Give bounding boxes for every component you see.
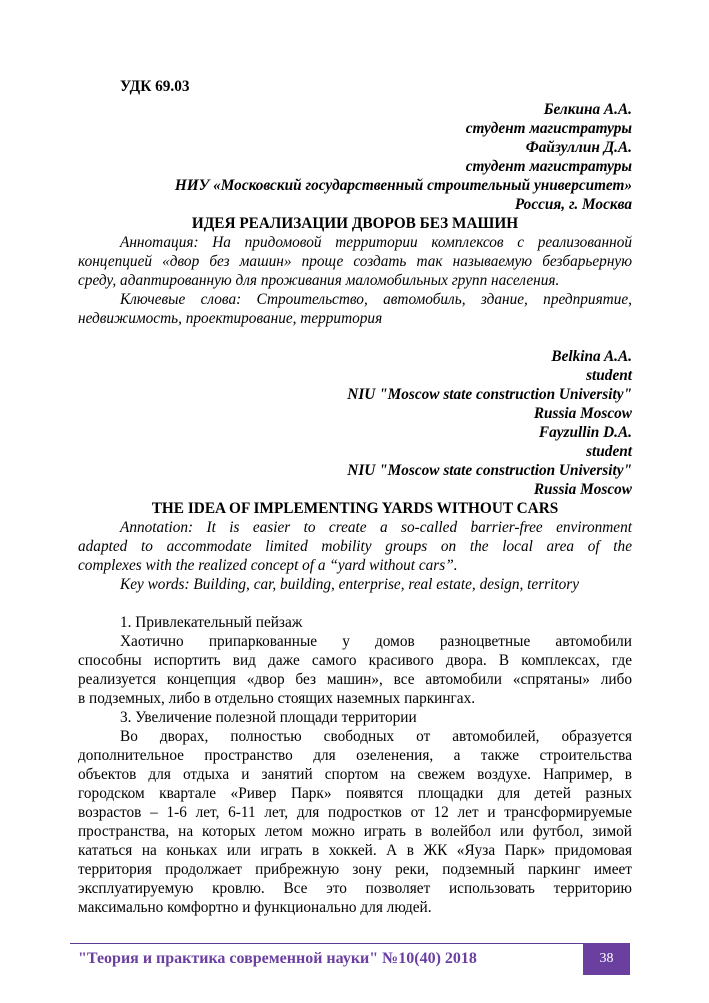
en-author-role: student bbox=[586, 443, 632, 460]
en-location: Russia Moscow bbox=[533, 481, 632, 498]
ru-title: ИДЕЯ РЕАЛИЗАЦИИ ДВОРОВ БЕЗ МАШИН bbox=[191, 215, 519, 232]
ru-keywords-line: Ключевые слова: Строительство, автомобиль, здание, предприятие, bbox=[120, 291, 632, 308]
page-number: 38 bbox=[599, 951, 614, 966]
en-location: Russia Moscow bbox=[533, 405, 632, 422]
body-line: Хаотично припаркованные у домов разноцветные автомобили bbox=[120, 633, 632, 650]
ru-keywords-line: недвижимость, проектирование, территория bbox=[78, 310, 383, 327]
en-affiliation: NIU "Moscow state construction University" bbox=[347, 386, 632, 403]
en-affiliation: NIU "Moscow state construction University" bbox=[347, 462, 632, 479]
body-line: Во дворах, полностью свободных от автомобилей, образуется bbox=[120, 728, 632, 745]
ru-author-name: Белкина А.А. bbox=[543, 101, 632, 118]
en-keywords: Key words: Building, car, building, enterprise, real estate, design, territory bbox=[120, 576, 580, 593]
body-line: городском квартале «Ривер Парк» появятся площадки для детей разных bbox=[78, 785, 632, 802]
en-author-role: student bbox=[586, 367, 632, 384]
body-line: максимально комфортно и функционально для людей. bbox=[78, 899, 432, 916]
footer-journal-title: "Теория и практика современной науки" №10(40) 2018 bbox=[78, 950, 477, 967]
ru-abstract-line: концепцией «двор без машин» проще создать так называемую безбарьерную bbox=[78, 253, 632, 270]
body-line: способны испортить вид даже самого красивого двора. В комплексах, где bbox=[78, 652, 632, 669]
body-line: объектов для отдыха и занятий спортом на свежем воздухе. Например, в bbox=[78, 766, 632, 783]
ru-affiliation: НИУ «Московский государственный строительный университет» bbox=[174, 177, 632, 194]
ru-abstract-line: Аннотация: На придомовой территории комплексов с реализованной bbox=[120, 234, 632, 251]
page-number-badge bbox=[583, 943, 630, 975]
body-line: пространства, на которых летом можно играть в волейбол или футбол, зимой bbox=[78, 823, 632, 840]
ru-author-role: студент магистратуры bbox=[465, 158, 632, 175]
en-abstract-line: Annotation: It is easier to create a so-called barrier-free environment bbox=[120, 519, 632, 536]
body-line: реализуется концепция «двор без машин», все автомобили «спрятаны» либо bbox=[78, 671, 632, 688]
ru-location: Россия, г. Москва bbox=[514, 196, 632, 213]
ru-author-name: Файзуллин Д.А. bbox=[525, 139, 632, 156]
body-line: эксплуатируемую кровлю. Все это позволяет использовать территорию bbox=[78, 880, 632, 897]
ru-abstract-line: среду, адаптированную для проживания маломобильных групп населения. bbox=[78, 272, 560, 289]
body-line: возрастов – 1-6 лет, 6-11 лет, для подростков от 12 лет и трансформируемые bbox=[78, 804, 632, 821]
ru-author-role: студент магистратуры bbox=[465, 120, 632, 137]
body-line: в подземных, либо в отдельно стоящих наземных паркингах. bbox=[78, 690, 476, 707]
udk-code: УДК 69.03 bbox=[120, 78, 190, 95]
en-abstract-line: adapted to accommodate limited mobility groups on the local area of the bbox=[78, 538, 632, 555]
en-title: THE IDEA OF IMPLEMENTING YARDS WITHOUT CARS bbox=[151, 500, 559, 517]
body-line: дополнительное пространство для озеленения, а также строительства bbox=[78, 747, 632, 764]
body-line: кататься на коньках или играть в хоккей. А в ЖК «Яуза Парк» придомовая bbox=[78, 842, 632, 859]
en-author-name: Belkina A.A. bbox=[551, 348, 632, 365]
en-abstract-line: complexes with the realized concept of a “yard without cars”. bbox=[78, 557, 458, 574]
footer-divider bbox=[70, 943, 630, 944]
en-author-name: Fayzullin D.A. bbox=[538, 424, 632, 441]
section-heading: 1. Привлекательный пейзаж bbox=[120, 614, 303, 631]
section-heading: 3. Увеличение полезной площади территории bbox=[120, 709, 417, 726]
body-line: территория продолжает прибрежную зону реки, подземный паркинг имеет bbox=[78, 861, 632, 878]
